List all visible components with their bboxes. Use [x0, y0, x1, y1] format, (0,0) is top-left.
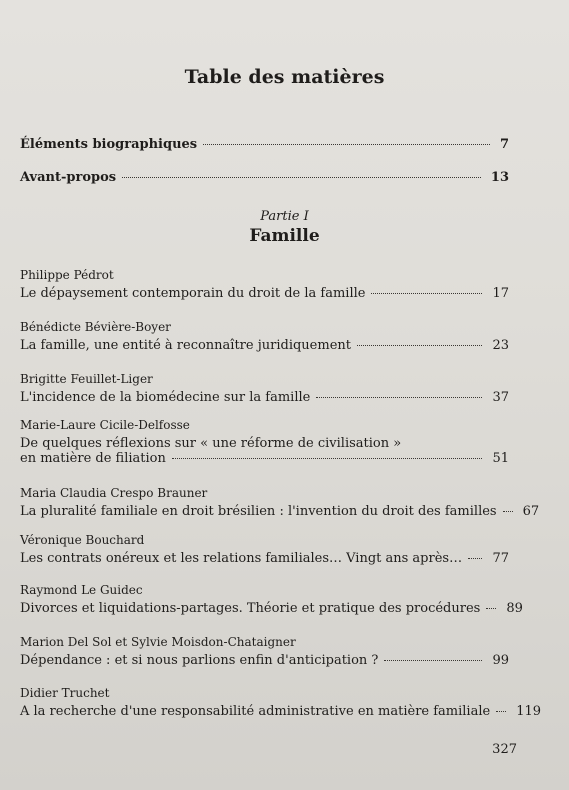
chapter-title: L'incidence de la biomédecine sur la famille [20, 390, 311, 405]
toc-entry-title: Avant-propos [20, 170, 117, 185]
toc-entry [20, 486, 540, 519]
chapter-title: La pluralité familiale en droit brésilien : l'invention du droit des familles [20, 504, 497, 519]
page-number: 119 [516, 704, 542, 719]
leader-dots [357, 345, 482, 346]
toc-line [20, 170, 509, 185]
toc-line [20, 653, 509, 668]
page-number: 89 [506, 601, 523, 616]
toc-entry [20, 635, 509, 668]
toc-line [20, 704, 542, 719]
part-label: Partie I [260, 209, 309, 224]
page-number: 51 [492, 451, 509, 466]
toc-entry-title: Éléments biographiques [20, 137, 198, 152]
toc-line [20, 551, 509, 566]
toc-line [20, 436, 509, 451]
chapter-title-continued: en matière de filiation [20, 451, 166, 466]
toc-entry [20, 533, 509, 566]
chapter-author: Marie-Laure Cicile-Delfosse [20, 418, 190, 432]
leader-dots [316, 397, 482, 398]
chapter-author: Bénédicte Bévière-Boyer [20, 320, 171, 334]
chapter-title: Divorces et liquidations-partages. Théorie et pratique des procédures [20, 601, 481, 616]
toc-entry [20, 320, 509, 353]
leader-dots [384, 660, 482, 661]
toc-line [20, 601, 523, 616]
toc-line [20, 286, 509, 301]
toc-entry [20, 418, 509, 466]
toc-entry-foreword [20, 170, 509, 185]
leader-dots [486, 608, 496, 609]
toc-line [20, 451, 509, 466]
toc-entry [20, 686, 542, 719]
chapter-title: Dépendance : et si nous parlions enfin d'anticipation ? [20, 653, 379, 668]
page-number: 37 [492, 390, 509, 405]
chapter-title: De quelques réflexions sur « une réforme de civilisation » [20, 436, 402, 451]
leader-dots [172, 458, 483, 459]
page-number: 77 [492, 551, 509, 566]
chapter-author: Véronique Bouchard [20, 533, 145, 547]
toc-line [20, 137, 509, 152]
chapter-author: Philippe Pédrot [20, 268, 114, 282]
toc-entry [20, 583, 523, 616]
toc-entry [20, 268, 509, 301]
chapter-author: Brigitte Feuillet-Liger [20, 372, 153, 386]
chapter-title: Le dépaysement contemporain du droit de la famille [20, 286, 366, 301]
leader-dots [496, 711, 506, 712]
chapter-title: A la recherche d'une responsabilité administrative en matière familiale [20, 704, 491, 719]
toc-line [20, 390, 509, 405]
chapter-author: Didier Truchet [20, 686, 110, 700]
leader-dots [203, 144, 490, 145]
toc-line [20, 338, 509, 353]
page-number: 13 [490, 170, 509, 185]
chapter-author: Marion Del Sol et Sylvie Moisdon-Chataigner [20, 635, 296, 649]
page-number: 7 [499, 137, 509, 152]
part-title: Famille [249, 226, 320, 246]
leader-dots [468, 558, 482, 559]
leader-dots [122, 177, 481, 178]
chapter-title: Les contrats onéreux et les relations familiales… Vingt ans après… [20, 551, 463, 566]
page-number: 23 [492, 338, 509, 353]
chapter-title: La famille, une entité à reconnaître juridiquement [20, 338, 351, 353]
folio-page-number: 327 [492, 742, 517, 757]
toc-entry-biographies [20, 137, 509, 152]
leader-dots [371, 293, 482, 294]
page-number: 99 [492, 653, 509, 668]
page-number: 67 [522, 504, 540, 519]
chapter-author: Maria Claudia Crespo Brauner [20, 486, 208, 500]
leader-dots [503, 511, 513, 512]
chapter-author: Raymond Le Guidec [20, 583, 143, 597]
page-title: Table des matières [184, 66, 385, 88]
toc-line [20, 504, 540, 519]
page-number: 17 [492, 286, 509, 301]
toc-entry [20, 372, 509, 405]
